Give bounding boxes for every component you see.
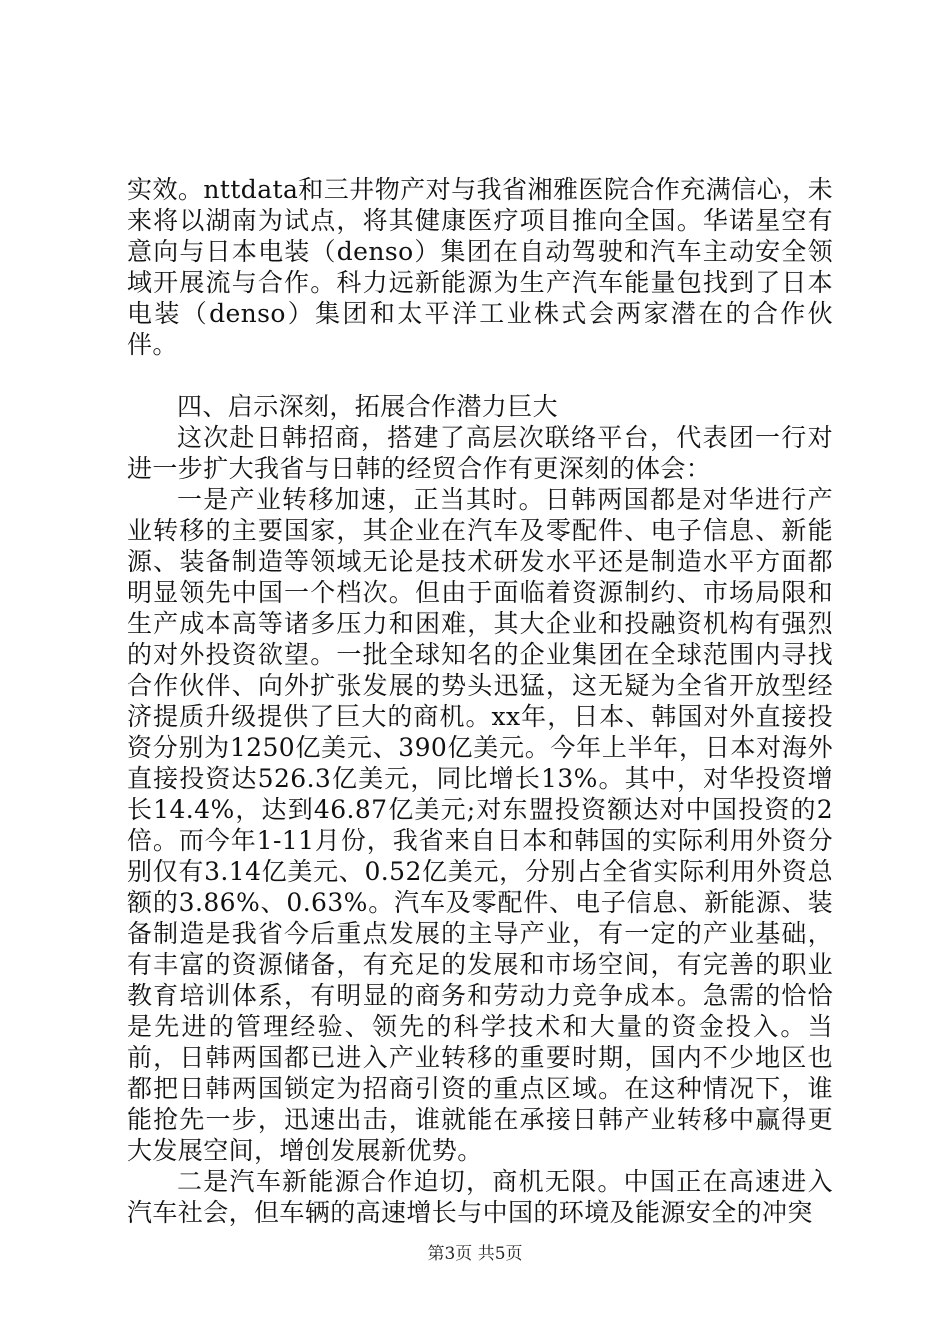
paragraph-intro: 这次赴日韩招商，搭建了高层次联络平台，代表团一行对进一步扩大我省与日韩的经贸合作有更深刻的体会： [127,423,833,483]
paragraph-point-two: 二是汽车新能源合作迫切，商机无限。中国正在高速进入汽车社会，但车辆的高速增长与中国的环境及能源安全的冲突 [127,1167,833,1227]
document-body [127,174,833,1228]
paragraph-point-one: 一是产业转移加速，正当其时。日韩两国都是对华进行产业转移的主要国家，其企业在汽车及零配件、电子信息、新能源、装备制造等领域无论是技术研发水平还是制造水平方面都明显领先中国一个档次。但由于面临着资源制约、市场局限和生产成本高等诸多压力和困难，其大企业和投融资机构有强烈的对外投资欲望。一批全球知名的企业集团在全球范围内寻找合作伙伴、向外扩张发展的势头迅猛，这无疑为全省开放型经济提质升级提供了巨大的商机。xx年，日本、韩国对外直接投资分别为1250亿美元、390亿美元。今年上半年，日本对海外直接投资达526.3亿美元，同比增长13%。其中，对华投资增长14.4%，达到46.87亿美元;对东盟投资额达对中国投资的2倍。而今年1-11月份，我省来自日本和韩国的实际利用外资分别仅有3.14亿美元、0.52亿美元，分别占全省实际利用外资总额的3.86%、0.63%。汽车及零配件、电子信息、新能源、装备制造是我省今后重点发展的主导产业，有一定的产业基础，有丰富的资源储备，有充足的发展和市场空间，有完善的职业教育培训体系，有明显的商务和劳动力竞争成本。急需的恰恰是先进的管理经验、领先的科学技术和大量的资金投入。当前，日韩两国都已进入产业转移的重要时期，国内不少地区也都把日韩两国锁定为招商引资的重点区域。在这种情况下，谁能抢先一步，迅速出击，谁就能在承接日韩产业转移中赢得更大发展空间，增创发展新优势。 [127,485,833,1165]
page-footer [0,1243,950,1265]
section-heading: 四、启示深刻，拓展合作潜力巨大 [177,392,559,421]
paragraph-continuation: 实效。nttdata和三井物产对与我省湘雅医院合作充满信心，未来将以湖南为试点，将其健康医疗项目推向全国。华诺星空有意向与日本电装（denso）集团在自动驾驶和汽车主动安全领域开展流与合作。科力远新能源为生产汽车能量包找到了日本电装（denso）集团和太平洋工业株式会两家潜在的合作伙伴。 [127,175,833,359]
page-number-label: 第3页 共5页 [427,1244,523,1264]
